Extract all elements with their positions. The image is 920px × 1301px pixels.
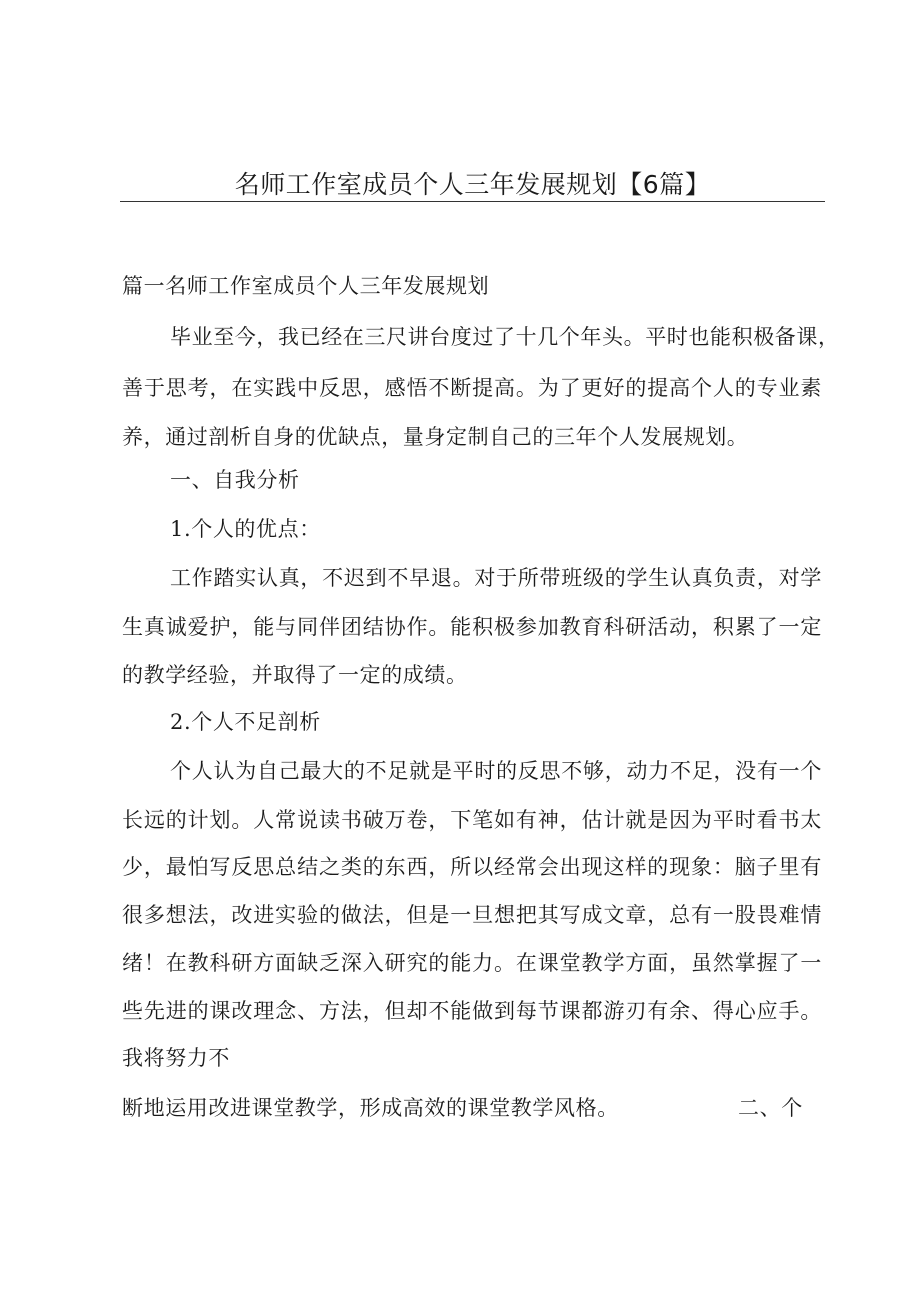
paragraph-line: 断地运用改进课堂教学，形成高效的课堂教学风格。 (122, 1096, 619, 1120)
paragraph-line: 些先进的课改理念、方法，但却不能做到每节课都游刃有余、得心应手。 (122, 999, 822, 1023)
title-underline (120, 201, 825, 202)
subheading-strengths: 1.个人的优点： (170, 517, 321, 541)
paragraph-line: 少，最怕写反思总结之类的东西，所以经常会出现这样的现象：脑子里有 (122, 855, 822, 879)
paragraph-line: 绪！在教科研方面缺乏深入研究的能力。在课堂教学方面，虽然掌握了一 (122, 951, 822, 975)
subheading-self-analysis: 一、自我分析 (170, 468, 300, 492)
paragraph-line: 长远的计划。人常说读书破万卷，下笔如有神，估计就是因为平时看书太 (122, 808, 822, 832)
paragraph-line: 很多想法，改进实验的做法，但是一旦想把其写成文章，总有一股畏难情 (122, 903, 822, 927)
paragraph-line: 的教学经验，并取得了一定的成绩。 (122, 663, 468, 687)
next-section-fragment: 二、个 (738, 1096, 803, 1120)
paragraph-line: 个人认为自己最大的不足就是平时的反思不够，动力不足，没有一个 (170, 759, 822, 783)
paragraph-line: 生真诚爱护，能与同伴团结协作。能积极参加教育科研活动，积累了一定 (122, 615, 822, 639)
subheading-weaknesses: 2.个人不足剖析 (170, 710, 321, 734)
paragraph-line: 善于思考，在实践中反思，感悟不断提高。为了更好的提高个人的专业素 (122, 376, 822, 400)
document-title: 名师工作室成员个人三年发展规划【6篇】 (234, 170, 711, 199)
paragraph-line: 养，通过剖析自身的优缺点，量身定制自己的三年个人发展规划。 (122, 425, 749, 449)
section-heading: 篇一名师工作室成员个人三年发展规划 (122, 274, 490, 298)
paragraph-line: 毕业至今，我已经在三尺讲台度过了十几个年头。平时也能积极备课， (170, 325, 840, 349)
paragraph-line: 工作踏实认真，不迟到不早退。对于所带班级的学生认真负责，对学 (170, 566, 822, 590)
paragraph-line: 我将努力不 (122, 1046, 230, 1070)
